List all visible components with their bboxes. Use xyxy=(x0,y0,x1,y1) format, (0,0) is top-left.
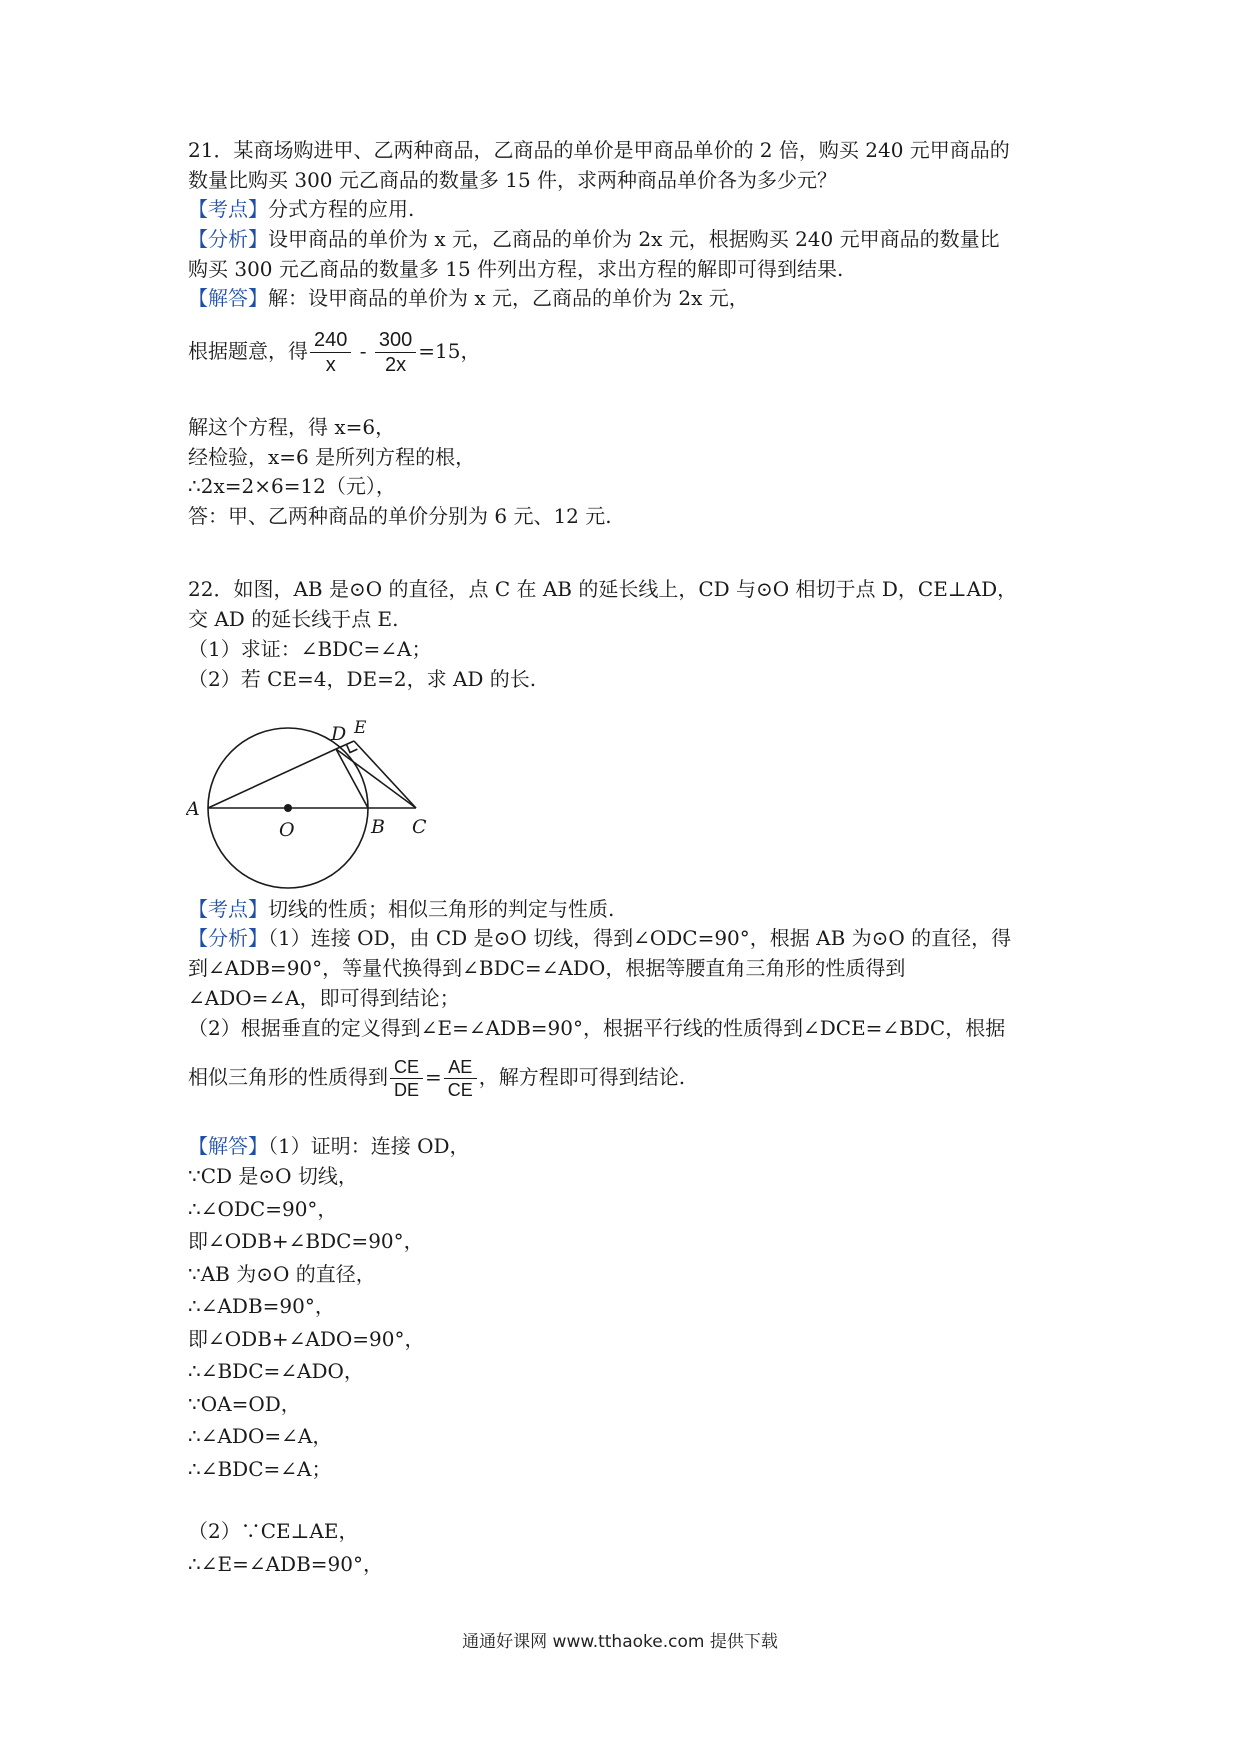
q22-jieda xyxy=(188,1133,470,1159)
proof-line: 即∠ODB+∠BDC=90°， xyxy=(188,1229,424,1253)
proof-line: ∴∠ADO=∠A， xyxy=(188,1424,333,1448)
fenxi-text: （1）连接 OD，由 CD 是⊙O 切线，得到∠ODC=90°，根据 AB 为⊙O 的直径，得 xyxy=(268,926,1012,950)
fraction-denominator: DE xyxy=(390,1078,423,1101)
fenxi-suffix: ，解方程即可得到结论. xyxy=(478,1065,686,1089)
proof-line: ∴∠BDC=∠A； xyxy=(188,1457,332,1481)
q22-kaodian xyxy=(188,896,614,922)
fraction-numerator: 300 xyxy=(378,329,413,351)
fraction-denominator: CE xyxy=(444,1078,477,1101)
q22-fenxi-line1 xyxy=(188,925,1011,951)
jieda-tag: 【解答】 xyxy=(188,1134,268,1158)
q22-part2-solution-line1: （2）∵CE⊥AE， xyxy=(188,1519,359,1543)
fraction-denominator: 2x xyxy=(375,352,416,377)
kaodian-tag: 【考点】 xyxy=(188,897,268,921)
footer-credit: 通通好课网 www.tthaoke.com 提供下载 xyxy=(462,1632,778,1652)
equation-minus: - xyxy=(353,339,373,363)
q21-fenxi-line1 xyxy=(188,226,1000,252)
q21-step3: ∴2x=2×6=12（元）， xyxy=(188,474,396,498)
q21-kaodian xyxy=(188,196,414,222)
q22-part1: （1）求证：∠BDC=∠A； xyxy=(188,637,432,661)
q22-part2-solution-line2: ∴∠E=∠ADB=90°， xyxy=(188,1552,383,1576)
kaodian-text: 分式方程的应用. xyxy=(268,197,415,221)
equation-prefix: 根据题意，得 xyxy=(188,339,308,363)
q21-equation xyxy=(188,328,480,377)
jieda-text: 解：设甲商品的单价为 x 元，乙商品的单价为 2x 元， xyxy=(268,286,749,310)
fraction-numerator: 240 xyxy=(314,329,348,351)
proof-line: 即∠ODB+∠ADO=90°， xyxy=(188,1327,425,1351)
q21-step2: 经检验，x=6 是所列方程的根， xyxy=(188,445,476,469)
proof-line: ∵OA=OD， xyxy=(188,1392,301,1416)
line-ae xyxy=(208,749,336,808)
right-angle-mark xyxy=(347,745,358,753)
fenxi-prefix: 相似三角形的性质得到 xyxy=(188,1065,388,1089)
label-c: C xyxy=(412,816,427,838)
kaodian-tag: 【考点】 xyxy=(188,197,268,221)
fraction-equals: = xyxy=(425,1065,442,1089)
jieda-tag: 【解答】 xyxy=(188,286,268,310)
proof-line: ∵AB 为⊙O 的直径， xyxy=(188,1262,376,1286)
fraction-240-over-x xyxy=(310,328,351,377)
q22-fenxi-line4: （2）根据垂直的定义得到∠E=∠ADB=90°，根据平行线的性质得到∠DCE=∠BDC，根据 xyxy=(188,1016,1006,1040)
geometry-figure xyxy=(186,710,436,910)
fenxi-tag: 【分析】 xyxy=(188,227,268,251)
fraction-denominator: x xyxy=(310,352,351,377)
q21-jieda xyxy=(188,285,749,311)
q21-answer: 答：甲、乙两种商品的单价分别为 6 元、12 元. xyxy=(188,504,612,528)
label-d: D xyxy=(331,723,347,745)
label-b: B xyxy=(371,816,385,838)
q22-fenxi-line3: ∠ADO=∠A，即可得到结论； xyxy=(188,986,460,1010)
center-point xyxy=(284,804,292,812)
proof-line: ∴∠ADB=90°， xyxy=(188,1294,335,1318)
q22-part2: （2）若 CE=4，DE=2，求 AD 的长. xyxy=(188,667,537,691)
label-a: A xyxy=(186,798,200,820)
fraction-ce-over-de xyxy=(390,1056,423,1101)
label-o: O xyxy=(279,819,295,841)
q22-fenxi-line5 xyxy=(188,1056,685,1101)
equation-suffix: =15， xyxy=(418,339,481,363)
fraction-300-over-2x xyxy=(375,328,416,377)
q22-stem-line2: 交 AD 的延长线于点 E. xyxy=(188,607,399,631)
fraction-ae-over-ce xyxy=(444,1056,477,1101)
q21-fenxi-line2: 购买 300 元乙商品的数量多 15 件列出方程，求出方程的解即可得到结果. xyxy=(188,257,844,281)
q22-fenxi-line2: 到∠ADB=90°，等量代换得到∠BDC=∠ADO，根据等腰直角三角形的性质得到 xyxy=(188,956,906,980)
fenxi-text: 设甲商品的单价为 x 元，乙商品的单价为 2x 元，根据购买 240 元甲商品的数量比 xyxy=(268,227,1000,251)
line-dc xyxy=(336,749,416,808)
label-e: E xyxy=(354,718,367,738)
fraction-numerator: CE xyxy=(394,1057,420,1077)
q22-stem-line1: 22．如图，AB 是⊙O 的直径，点 C 在 AB 的延长线上，CD 与⊙O 相切于点 D，CE⊥AD， xyxy=(188,577,1018,601)
q21-stem-line1: 21．某商场购进甲、乙两种商品，乙商品的单价是甲商品单价的 2 倍，购买 240 元甲商品的 xyxy=(188,138,1010,162)
proof-line: ∴∠BDC=∠ADO， xyxy=(188,1359,364,1383)
q21-step1: 解这个方程，得 x=6， xyxy=(188,415,396,439)
q21-stem-line2: 数量比购买 300 元乙商品的数量多 15 件，求两种商品单价各为多少元？ xyxy=(188,168,838,192)
proof-line: ∵CD 是⊙O 切线， xyxy=(188,1164,358,1188)
fraction-numerator: AE xyxy=(448,1057,473,1077)
proof-line: ∴∠ODC=90°， xyxy=(188,1197,338,1221)
kaodian-text: 切线的性质；相似三角形的判定与性质. xyxy=(268,897,615,921)
fenxi-tag: 【分析】 xyxy=(188,926,268,950)
jieda-text: （1）证明：连接 OD， xyxy=(268,1134,470,1158)
